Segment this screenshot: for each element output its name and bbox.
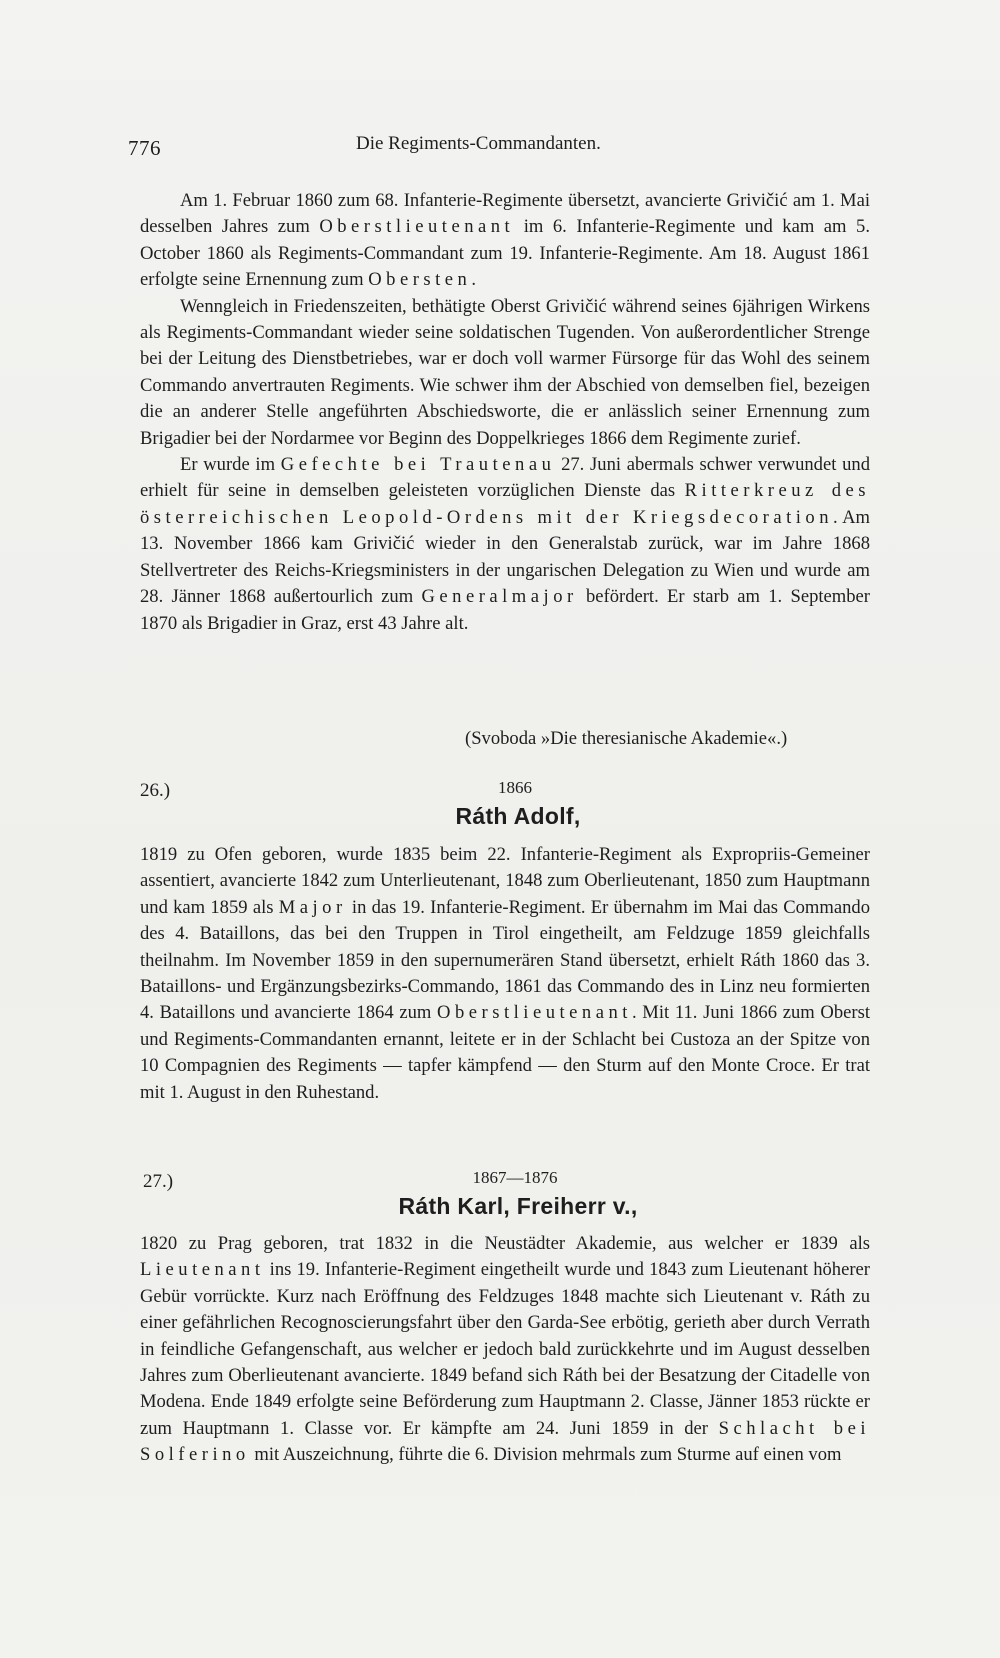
paragraph: 1819 zu Ofen geboren, wurde 1835 beim 22. Infanterie-Regiment als Expropriis-Gemeiner assentiert, avancierte 1842 zum Unterlieutenant, 1848 zum Oberlieutenant, 1850 zum Hauptmann und kam 1859 als Major in das 19. Infanterie-Regiment. Er übernahm im Mai das Commando des 4. Bataillons, das bei den Truppen in Tirol eingetheilt, am Feldzuge 1859 gleichfalls theilnahm. Im November 1859 in den supernumerären Stand übersetzt, erhielt Ráth 1860 das 3. Bataillons- und Ergänzungsbezirks-Commando, 1861 das Commando des in Linz neu formierten 4. Bataillons und avancierte 1864 zum Oberstlieutenant. Mit 11. Juni 1866 zum Oberst und Regiments-Commandanten ernannt, leitete er in der Schlacht bei Custoza an der Spitze von 10 Compagnien des Regiments — tapfer kämpfend — den Sturm auf den Monte Croce. Er trat mit 1. August in den Ruhestand. — [140, 844, 871, 1103]
entry-name: Ráth Karl, Freiherr v., — [398, 1193, 638, 1219]
entry-years: 1867—1876 — [472, 1168, 558, 1187]
paragraph: Wenngleich in Friedenszeiten, bethätigte Oberst Grivičić während seines 6jährigen Wirkens als Regiments-Commandant wieder seine soldatischen Tugenden. Von außerordentlicher Strenge bei der Leitung des Dienstbetriebes, war er doch voll warmer Fürsorge für das Wohl des seinem Commando anvertrauten Regiments. Wie schwer ihm der Abschied von demselben fiel, bezeigen die an anderer Stelle angeführten Abschiedsworte, die er anlässlich seiner Ernennung zum Brigadier bei der Nordarmee vor Beginn des Doppelkrieges 1866 dem Regimente zurief. — [140, 295, 870, 449]
paragraph: Am 1. Februar 1860 zum 68. Infanterie-Regimente übersetzt, avancierte Grivičić am 1. Mai desselben Jahres zum Oberstlieutenant im 6. Infanterie-Regimente und kam am 5. October 1860 als Regiments-Commandant zum 19. Infanterie-Regimente. Am 18. August 1861 erfolgte seine Ernennung zum Obersten. — [140, 190, 870, 291]
paragraph: Er wurde im Gefechte bei Trautenau 27. Juni abermals schwer verwundet und erhielt für seine in demselben geleisteten vorzüglichen Dienste das Ritterkreuz des österreichischen Leopold-Ordens mit der Kriegsdecoration. Am 13. November 1866 kam Grivičić wieder in den Generalstab zurück, war im Jahre 1868 Stellvertreter des Reichs-Kriegsministers in der ungarischen Delegation zu Wien und wurde am 28. Jänner 1868 außertourlich zum Generalmajor befördert. Er starb am 1. September 1870 als Brigadier in Graz, erst 43 Jahre alt. — [140, 454, 871, 634]
citation: (Svoboda »Die theresianische Akademie«.) — [465, 728, 788, 749]
entry-name: Ráth Adolf, — [455, 803, 581, 829]
entry-years: 1866 — [498, 778, 532, 797]
running-head: Die Regiments-Commandanten. — [356, 133, 601, 154]
entry-number: 26.) — [140, 780, 171, 801]
entry-number: 27.) — [143, 1171, 174, 1192]
text-block-rath-karl — [140, 1231, 870, 1469]
paragraph: 1820 zu Prag geboren, trat 1832 in die Neustädter Akademie, aus welcher er 1839 als Lieutenant ins 19. Infanterie-Regiment eingetheilt wurde und 1843 zum Lieutenant höherer Gebür vorrückte. Kurz nach Eröffnung des Feldzuges 1848 machte sich Lieutenant v. Ráth zu einer gefährlichen Recognoscierungsfahrt über den Garda-See erbötig, gerieth aber durch Verrath in feindliche Gefangenschaft, aus welcher er jedoch bald zurückkehrte und im August desselben Jahres zum Oberlieutenant avancierte. 1849 befand sich Ráth bei der Besatzung der Citadelle von Modena. Ende 1849 erfolgte seine Beförderung zum Hauptmann 2. Classe, Jänner 1853 rückte er zum Hauptmann 1. Classe vor. Er kämpfte am 24. Juni 1859 in der Schlacht bei Solferino mit Auszeichnung, führte die 6. Division mehrmals zum Sturme auf einen vom — [140, 1233, 871, 1466]
text-block-rath-adolf — [140, 842, 870, 1106]
page-number: 776 — [128, 136, 161, 160]
page-header — [128, 133, 888, 166]
text-block-grivicic — [140, 188, 870, 637]
